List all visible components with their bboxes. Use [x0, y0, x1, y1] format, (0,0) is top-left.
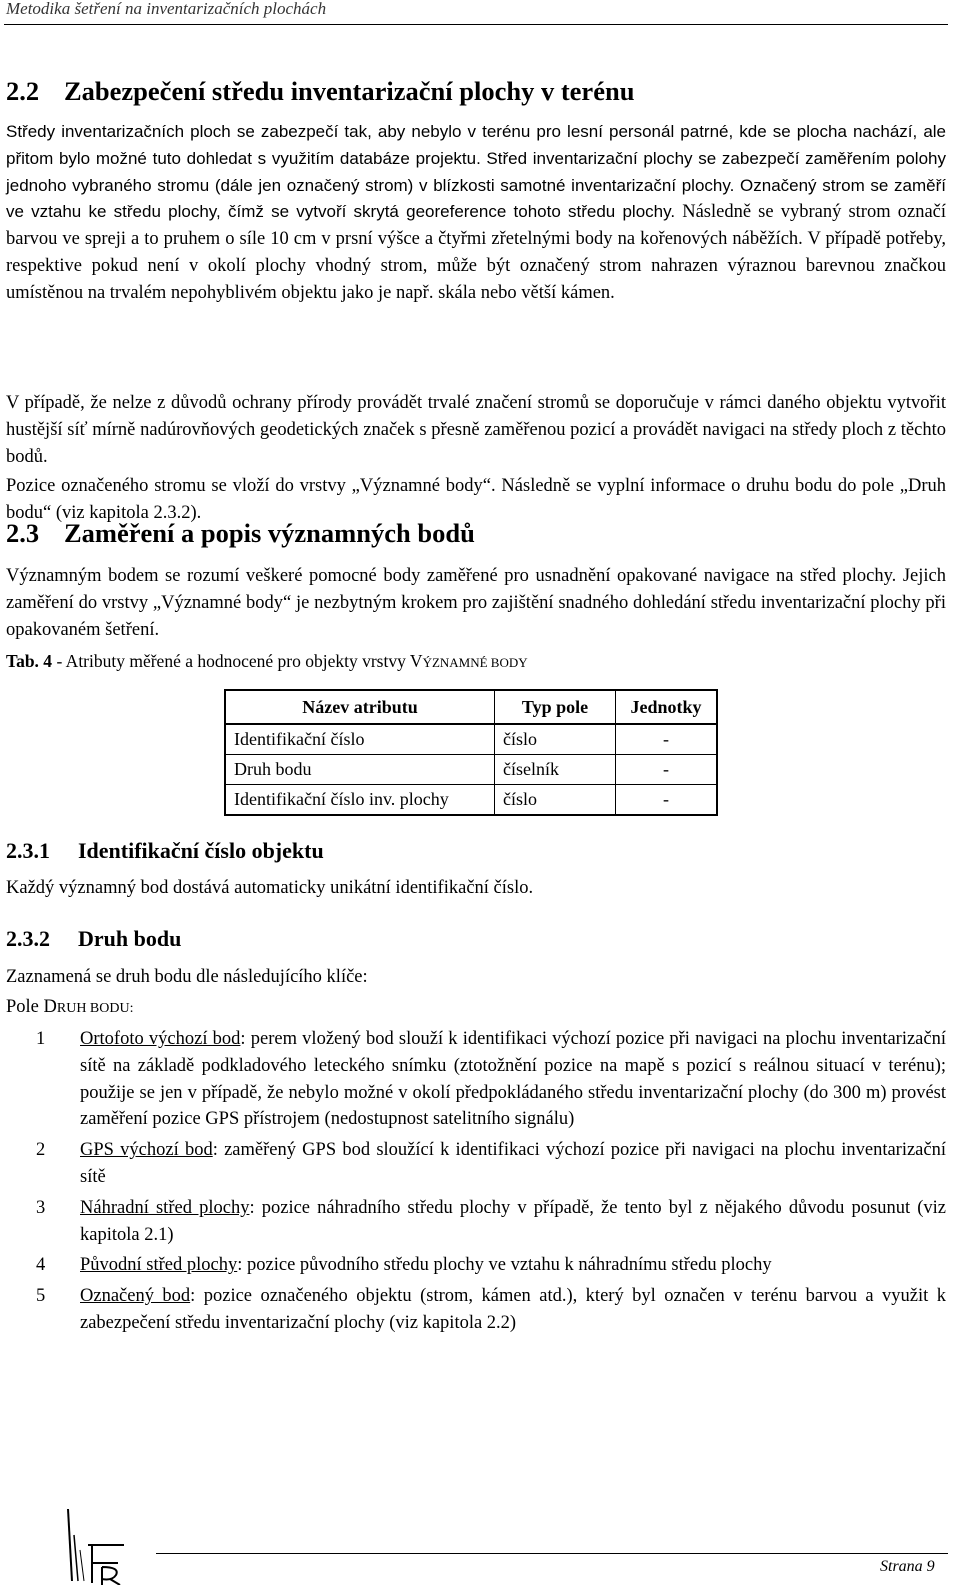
- attributes-table: [224, 689, 718, 816]
- table-row: [225, 755, 717, 785]
- list-number: 5: [36, 1286, 46, 1307]
- table-cell: Identifikační číslo inv. plochy: [225, 785, 495, 816]
- list-number: 4: [36, 1255, 46, 1276]
- column-header: Jednotky: [616, 690, 718, 724]
- heading-number: 2.3: [6, 518, 40, 548]
- paragraph-2-3-1: Každý významný bod dostává automaticky unikátní identifikační číslo.: [6, 878, 534, 898]
- table-label: Tab. 4: [6, 651, 53, 671]
- table-cell: Druh bodu: [225, 755, 495, 785]
- list-term: Označený bod: [80, 1286, 191, 1307]
- heading-title: Zaměření a popis významných bodů: [64, 518, 475, 548]
- paragraph-2-2-1: [6, 119, 946, 307]
- field-name-line: [6, 997, 134, 1018]
- footer-divider: [156, 1553, 948, 1554]
- header-divider: [4, 24, 948, 25]
- running-header: Metodika šetření na inventarizačních plochách: [6, 0, 327, 18]
- heading-2-2: [6, 76, 634, 107]
- list-term: Původní střed plochy: [80, 1255, 238, 1276]
- list-text: : pozice označeného objektu (strom, kámen atd.), který byl označen v terénu barvou a využit k zabezpečení středu inventarizační plochy (viz kapitola 2.2): [80, 1286, 946, 1333]
- uhul-logo: [58, 1505, 138, 1585]
- column-header: Název atributu: [225, 690, 495, 724]
- table-cell: -: [616, 724, 718, 755]
- table-cell: číselník: [495, 755, 616, 785]
- paragraph-2-3-2: Zaznamená se druh bodu dle následujícího klíče:: [6, 967, 368, 987]
- heading-title: Identifikační číslo objektu: [78, 838, 324, 863]
- list-text: : perem vložený bod slouží k identifikaci výchozí pozice při navigaci na plochu inventarizační sítě na základě podkladového leteckého snímku (ztotožnění pozice na mapě s pozicí s reálnou situací v terénu); použije se jen v případě, že nebylo možné v okolí předpokládaného středu inventarizační plochy (do 300 m) provést zaměření pozice GPS přístrojem (nedostupnost satelitního signálu): [80, 1029, 946, 1130]
- table-cell: číslo: [495, 785, 616, 816]
- paragraph-2-3-1: Významným bodem se rozumí veškeré pomocné body zaměřené pro usnadnění opakované navigace na střed plochy. Jejich zaměření do vrstvy „Významné body“ je nezbytným krokem pro zajištění snadného dohledání středu inventarizační plochy při opakovaném šetření.: [6, 566, 946, 640]
- caption-text-smallcaps: ÝZNAMNÉ BODY: [422, 655, 528, 670]
- heading-number: 2.3.2: [6, 926, 50, 951]
- text-run: Střed inventarizační plochy se zabezpečí zaměřením polohy jednoho vybraného stromu (dále jen označený strom) v blízkosti samotné inventarizační plochy. Označený strom se zaměří ve vztahu ke středu plochy, čímž se vytvoří skrytá georeference tohoto středu plochy.: [6, 148, 946, 222]
- table-caption: [6, 651, 528, 672]
- list-item: [6, 1252, 946, 1279]
- heading-number: 2.3.1: [6, 838, 50, 863]
- text-run: Středy inventarizačních ploch se zabezpečí tak, aby nebylo v terénu pro lesní personál patrné, kde se plocha nachází, ale přitom bylo možné tuto dohledat s využitím databáze projektu.: [6, 122, 946, 168]
- heading-title: Druh bodu: [78, 926, 182, 951]
- list-term: Ortofoto výchozí bod: [80, 1029, 241, 1049]
- heading-2-3-2: [6, 926, 181, 952]
- caption-text: - Atributy měřené a hodnocené pro objekty vrstvy V: [52, 651, 423, 671]
- list-text: : pozice náhradního středu plochy v případě, že tento byl z nějakého důvodu posunut (viz kapitola 2.1): [80, 1197, 946, 1245]
- list-term: GPS výchozí bod: [80, 1140, 213, 1161]
- table-header-row: [225, 690, 717, 724]
- table-cell: -: [616, 755, 718, 785]
- list-text: : zaměřený GPS bod sloužící k identifikaci výchozí pozice při navigaci na plochu inventarizační sítě: [80, 1140, 946, 1187]
- list-term: Náhradní střed plochy: [80, 1197, 250, 1218]
- heading-number: 2.2: [6, 76, 40, 106]
- page-number: Strana 9: [880, 1558, 935, 1575]
- list-item: [6, 1026, 946, 1133]
- list-number: 2: [36, 1140, 46, 1161]
- paragraph-2-2-3: Pozice označeného stromu se vloží do vrstvy „Významné body“. Následně se vyplní informace o druhu bodu do pole „Druh bodu“ (viz kapitola 2.3.2).: [6, 476, 946, 523]
- table-cell: -: [616, 785, 718, 816]
- list-item: [6, 1137, 946, 1191]
- list-item: [6, 1195, 946, 1249]
- table-row: [225, 785, 717, 816]
- column-header: Typ pole: [495, 690, 616, 724]
- list-number: 3: [36, 1197, 46, 1218]
- paragraph-2-2-2: V případě, že nelze z důvodů ochrany přírody provádět trvalé značení stromů se doporučuje v rámci daného objektu vytvořit hustější síť mírně nadúrovňových geodetických značek s přesně zaměřenou pozicí a provádět navigaci na středy ploch z těchto bodů.: [6, 393, 946, 467]
- list-text: : pozice původního středu plochy ve vztahu k náhradnímu středu plochy: [237, 1255, 772, 1276]
- heading-2-3-1: [6, 838, 324, 864]
- heading-title: Zabezpečení středu inventarizační plochy v terénu: [64, 76, 635, 106]
- table-cell: Identifikační číslo: [225, 724, 495, 755]
- text-run: Následně se vybraný strom označí barvou ve spreji a to pruhem o síle 10 cm v prsní výšce a čtyřmi zřetelnými body na kořenových náběžích.: [6, 202, 947, 250]
- text-run: V případě potřeby, respektive pokud není v okolí plochy vhodný strom, může být označený strom nahrazen výraznou barevnou značkou umístěnou na trvalém nepohyblivém objektu jako je např. skála nebo větší kámen.: [6, 229, 946, 303]
- text-run-smallcaps: RUH BODU:: [56, 1001, 134, 1016]
- list-item: [6, 1283, 946, 1337]
- point-type-list: [6, 1026, 946, 1341]
- heading-2-3: [6, 518, 475, 549]
- list-number: 1: [36, 1029, 46, 1049]
- table-cell: číslo: [495, 724, 616, 755]
- table-row: [225, 724, 717, 755]
- text-run: Pole D: [6, 997, 57, 1017]
